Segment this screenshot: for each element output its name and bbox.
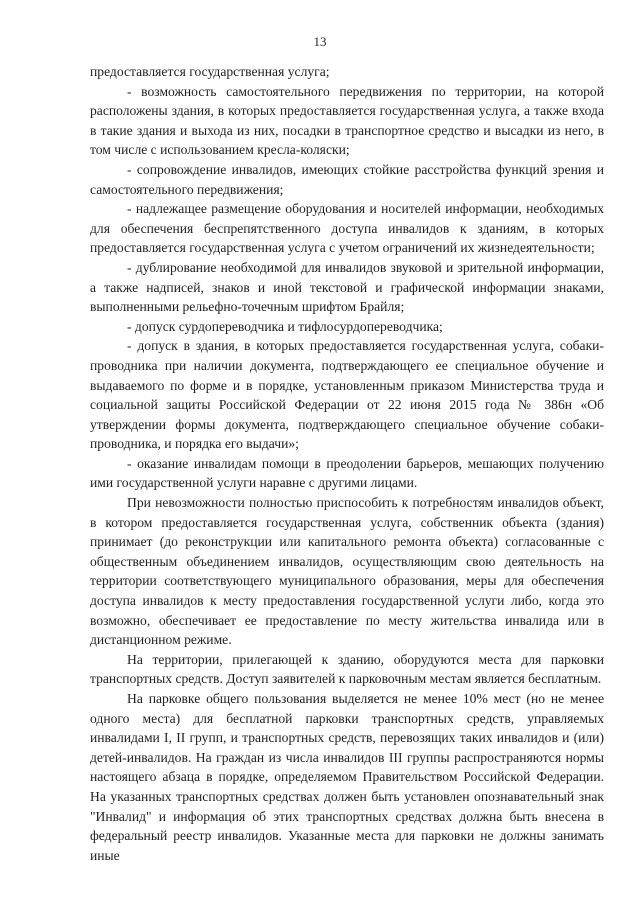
list-item-guide-dog: - допуск в здания, в которых предоставляется государственная услуга, собаки-проводника при наличии документа, подтверждающего ее специальное обучение и выдаваемого по форме и в порядке, установленным приказом Министерства труда и социальной защиты Российской Федерации от 22 июня 2015 года № 386н «Об утверждении формы документа, подтверждающего специальное обучение собаки-проводника, и порядка его выдачи»; [90,338,604,452]
paragraph-adaptation: При невозможности полностью приспособить к потребностям инвалидов объект, в котором предоставляется государственная услуга, собственник объекта (здания) принимает (до реконструкции или капитального ремонта объекта) согласованные с общественным объединением инвалидов, осуществляющим свою деятельность на территории соответствующего муниципального образования, меры для обеспечения доступа инвалидов к месту предоставления государственной услуги либо, когда это возможно, обеспечивает ее предоставление по месту жительства инвалида или в дистанционном режиме. [90,495,604,648]
list-item-escort: - сопровождение инвалидов, имеющих стойкие расстройства функций зрения и самостоятельного передвижения; [90,161,604,197]
document-body [90,62,604,865]
paragraph-parking: На территории, прилегающей к зданию, оборудуются места для парковки транспортных средств. Доступ заявителей к парковочным местам является бесплатным. [90,651,604,687]
list-item-movement: - возможность самостоятельного передвижения по территории, на которой расположены здания, в которых предоставляется государственная услуга, а также входа в такие здания и выхода из них, посадки в транспортное средство и высадки из него, в том числе с использованием кресла-коляски; [90,83,604,158]
list-item-interpreter: - допуск сурдопереводчика и тифлосурдопереводчика; [127,318,443,334]
list-item-assistance: - оказание инвалидам помощи в преодолении барьеров, мешающих получению ими государственной услуги наравне с другими лицами. [90,455,604,491]
paragraph-parking-quota: На парковке общего пользования выделяется не менее 10% мест (но не менее одного места) для бесплатной парковки транспортных средств, управляемых инвалидами I, II групп, и транспортных средств, перевозящих таких инвалидов и (или) детей-инвалидов. На граждан из числа инвалидов III группы распространяются нормы настоящего абзаца в порядке, определяемом Правительством Российской Федерации. На указанных транспортных средствах должен быть установлен опознавательный знак "Инвалид" и информация об этих транспортных средствах должна быть внесена в федеральный реестр инвалидов. Указанные места для парковки не должны занимать иные [90,691,604,863]
page-number: 13 [313,34,327,49]
list-item-equipment: - надлежащее размещение оборудования и носителей информации, необходимых для обеспечения беспрепятственного доступа инвалидов к зданиям, в которых предоставляется государственная услуга с учетом ограничений их жизнедеятельности; [90,201,604,256]
paragraph-continuation: предоставляется государственная услуга; [90,64,330,79]
list-item-braille: - дублирование необходимой для инвалидов звуковой и зрительной информации, а также надписей, знаков и иной текстовой и графической информации знаками, выполненными рельефно-точечным шрифтом Брайля; [90,259,604,315]
